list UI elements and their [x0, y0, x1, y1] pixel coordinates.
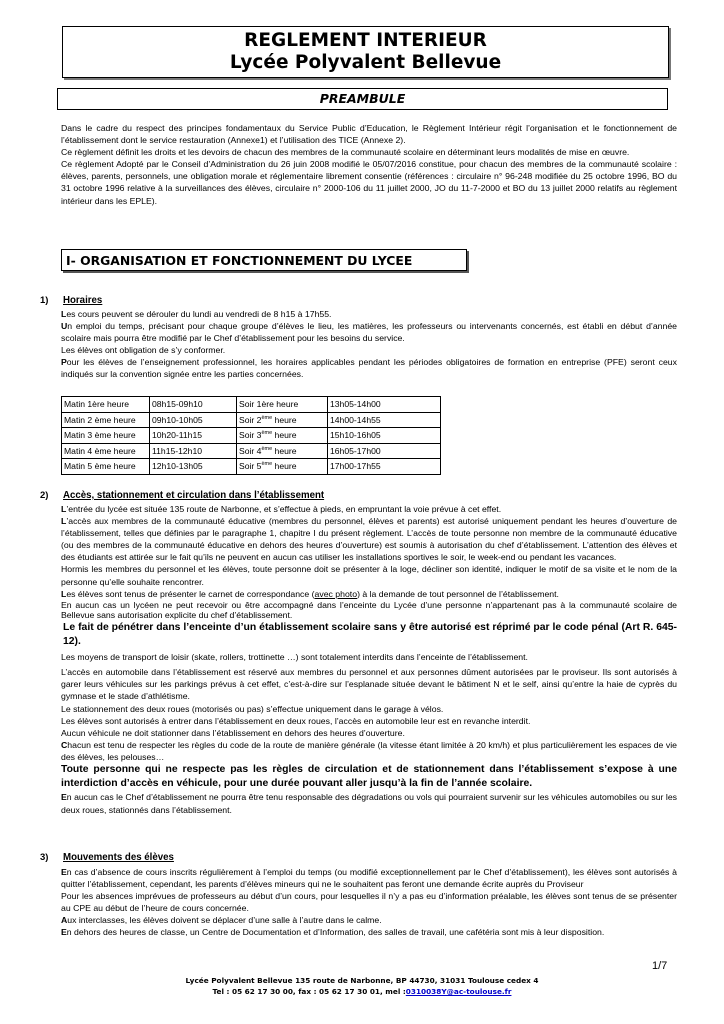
morning-slot-time: 10h20-11h15 [150, 428, 237, 444]
evening-slot-label: Soir 1ère heure [237, 397, 328, 413]
document-title: REGLEMENT INTERIEUR [244, 30, 487, 51]
morning-slot-time: 12h10-13h05 [150, 459, 237, 475]
acces-text [61, 503, 677, 816]
mouvements-heading: Mouvements des élèves [63, 852, 174, 863]
paragraph: L’entrée du lycée est située 135 route de Narbonne, et s’effectue à pieds, en empruntant la voie prévue à cet effet. [61, 504, 502, 514]
horaires-heading: Horaires [63, 295, 103, 306]
paragraph: En aucun cas un lycéen ne peut recevoir ou être accompagné dans l’enceinte du Lycée d’une personne n’appartenant pas à la communauté scolaire de Bellevue sans autorisation explicite du chef d’établissement. [61, 599, 677, 621]
paragraph: En cas d’absence de cours inscrits régulièrement à l’emploi du temps (ou modifié exceptionnellement par le Chef d’établissement), les élèves sont autorisés à quitter l’établissement, cependant, les parents d’élèves mineurs qui ne le souhaitent pas feront une demande écrite auprès du Proviseur [61, 867, 677, 890]
paragraph: Pour les élèves de l’enseignement professionnel, les horaires applicables pendant les périodes obligatoires de formation en entreprise (PFE) seront ceux indiqués sur la convention signée entre les parties concernées. [61, 357, 677, 380]
paragraph: L’accès aux membres de la communauté éducative (membres du personnel, élèves et parents) est autorisé uniquement pendant les heures d’ouverture de l’établissement, telles que définies par le paragraphe 1, chapitre I du présent règlement. L’accès de toute personne non membre de la communauté éducative (ou des membres de la communauté éducative en dehors des heures d’ouverture) est soumis à autorisation du chef d’établissement. L’attention des élèves et des étudiants est attirée sur le fait qu’ils ne peuvent en aucun cas utiliser les installations sportives le soir, le week-end ou pendant les vacances. [61, 516, 677, 563]
paragraph: Les élèves ont obligation de s’y conformer. [61, 345, 226, 356]
mouvements-text [61, 866, 677, 939]
footer-address: Lycée Polyvalent Bellevue 135 route de Narbonne, BP 44730, 31031 Toulouse cedex 4 [185, 976, 539, 985]
section-title: I- ORGANISATION ET FONCTIONNEMENT DU LYCEE [61, 249, 467, 271]
preambule-text [61, 122, 677, 207]
footer-phone: Tel : 05 62 17 30 00, fax : 05 62 17 30 01, mel : [212, 987, 406, 996]
paragraph: Hormis les membres du personnel et les élèves, toute personne doit se présenter à la loge, décliner son identité, indiquer le motif de sa visite et le nom de la personne qu’elle souhaite rencontrer. [61, 564, 677, 587]
email-link[interactable]: 0310038Y@ac-toulouse.fr [405, 987, 512, 996]
evening-slot-time: 14h00-14h55 [328, 412, 441, 428]
morning-slot-time: 09h10-10h05 [150, 412, 237, 428]
evening-slot-label: Soir 3ème heure [237, 428, 328, 444]
item-number: 1) [40, 295, 49, 306]
morning-slot-label: Matin 3 ème heure [62, 428, 150, 444]
schedule-row [62, 443, 441, 459]
paragraph: Les élèves sont autorisés à entrer dans l’établissement en deux roues, l’accès en automobile leur est en revanche interdit. [61, 715, 531, 726]
document-title-box [62, 26, 669, 78]
morning-slot-time: 08h15-09h10 [150, 397, 237, 413]
morning-slot-label: Matin 2 ème heure [62, 412, 150, 428]
schedule-row [62, 459, 441, 475]
schedule-row [62, 412, 441, 428]
horaires-text [61, 308, 677, 381]
preambule-heading: PREAMBULE [57, 88, 668, 110]
paragraph: Pour les absences imprévues de professeurs au début d’un cours, pour lesquelles il n’y a pas eu d’information préalable, les élèves sont tenus de se présenter au CPE au début de l’heure de cours concernée. [61, 891, 677, 914]
paragraph: Aucun véhicule ne doit stationner dans l’établissement en dehors des heures d’ouverture. [61, 727, 405, 738]
morning-slot-label: Matin 5 ème heure [62, 459, 150, 475]
page-number: 1/7 [652, 960, 668, 972]
evening-slot-time: 16h05-17h00 [328, 443, 441, 459]
paragraph: Les moyens de transport de loisir (skate, rollers, trottinette …) sont totalement interdits dans l’enceinte de l’établissement. [61, 652, 528, 663]
evening-slot-time: 17h00-17h55 [328, 459, 441, 475]
item-number: 2) [40, 490, 49, 501]
evening-slot-time: 13h05-14h00 [328, 397, 441, 413]
document-subtitle: Lycée Polyvalent Bellevue [229, 52, 502, 73]
preambule-paragraph: Ce règlement définit les droits et les devoirs de chacun des membres de la communauté scolaire en déterminant leurs modalités de mise en œuvre. [61, 147, 630, 158]
preambule-paragraph: Dans le cadre du respect des principes fondamentaux du Service Public d’Education, le Règlement Intérieur régit l’organisation et le fonctionnement de l’établissement dont le service restauration (Annexe1) et l’utilisation des TICE (Annexe 2). [61, 123, 677, 146]
paragraph: Un emploi du temps, précisant pour chaque groupe d’élèves le lieu, les matières, les professeurs ou intervenants concernés, est établi en début d’année scolaire mais pourra être modifié par le Chef d’établissement pour les besoins du service. [61, 321, 677, 344]
morning-slot-label: Matin 4 ème heure [62, 443, 150, 459]
paragraph: Le stationnement des deux roues (motorisés ou pas) s’effectue uniquement dans le garage à vélos. [61, 703, 444, 714]
schedule-table [61, 396, 441, 475]
paragraph: Les cours peuvent se dérouler du lundi au vendredi de 8 h15 à 17h55. [61, 309, 332, 319]
morning-slot-time: 11h15-12h10 [150, 443, 237, 459]
acces-heading: Accès, stationnement et circulation dans l’établissement [63, 490, 325, 501]
paragraph: L’accès en automobile dans l’établissement est réservé aux membres du personnel et aux personnes dûment autorisées par le proviseur. Ils sont autorisés à garer leurs véhicules sur les parkings prévus à cet effet, c’est-à-dire sur l’esplanade située devant le bâtiment N et le self, ainsi qu’entre la haie de cyprès du gymnase et le stade d’athlétisme. [61, 667, 677, 702]
paragraph: Chacun est tenu de respecter les règles du code de la route de manière générale (la vitesse étant limitée à 20 km/h) et plus particulièrement les espaces de vie des élèves, les pelouses… [61, 739, 677, 762]
paragraph: En aucun cas le Chef d’établissement ne pourra être tenu responsable des dégradations ou vols qui pourraient survenir sur les véhicules automobiles ou sur les deux roues, stationnés dans l’établissement. [61, 792, 677, 815]
sanction-warning: Toute personne qui ne respecte pas les règles de circulation et de stationnement dans l’établissement s’expose à une interdiction d’accès en véhicule, pour une durée pouvant aller jusqu’à la fin de l’année scolaire. [61, 764, 677, 790]
legal-warning: Le fait de pénétrer dans l’enceinte d’un établissement scolaire sans y être autorisé est réprimé par le code pénal (Art R. 645-12). [63, 621, 677, 647]
paragraph: Les élèves sont tenus de présenter le carnet de correspondance (avec photo) à la demande de tout personnel de l’établissement. [61, 588, 559, 599]
schedule-row [62, 428, 441, 444]
paragraph: En dehors des heures de classe, un Centre de Documentation et d’Information, des salles de travail, une cafétéria sont mis à leur disposition. [61, 927, 605, 938]
preambule-paragraph: Ce règlement Adopté par le Conseil d’Administration du 26 juin 2008 modifié le 05/07/2016 constitue, pour chacun des membres de la communauté scolaire : élèves, parents, personnels, une obligation morale et réglementaire librement consentie (références : circulaire n° 96-248 modifiée du 25 octobre 1996, BO du 31 octobre 1996 relative à la surveillances des élèves, circulaire n° 2000-106 du 11 juillet 2000, JO du 11-7-2000 et BO du 13 juillet 2000 relatifs au règlement intérieur dans les EPLE). [61, 159, 677, 206]
evening-slot-label: Soir 4ème heure [237, 443, 328, 459]
schedule-row [62, 397, 441, 413]
paragraph: Aux interclasses, les élèves doivent se déplacer d’une salle à l’autre dans le calme. [61, 915, 382, 926]
evening-slot-label: Soir 2ème heure [237, 412, 328, 428]
footer-contact [0, 986, 724, 997]
item-number: 3) [40, 852, 49, 863]
evening-slot-label: Soir 5ème heure [237, 459, 328, 475]
evening-slot-time: 15h10-16h05 [328, 428, 441, 444]
morning-slot-label: Matin 1ère heure [62, 397, 150, 413]
